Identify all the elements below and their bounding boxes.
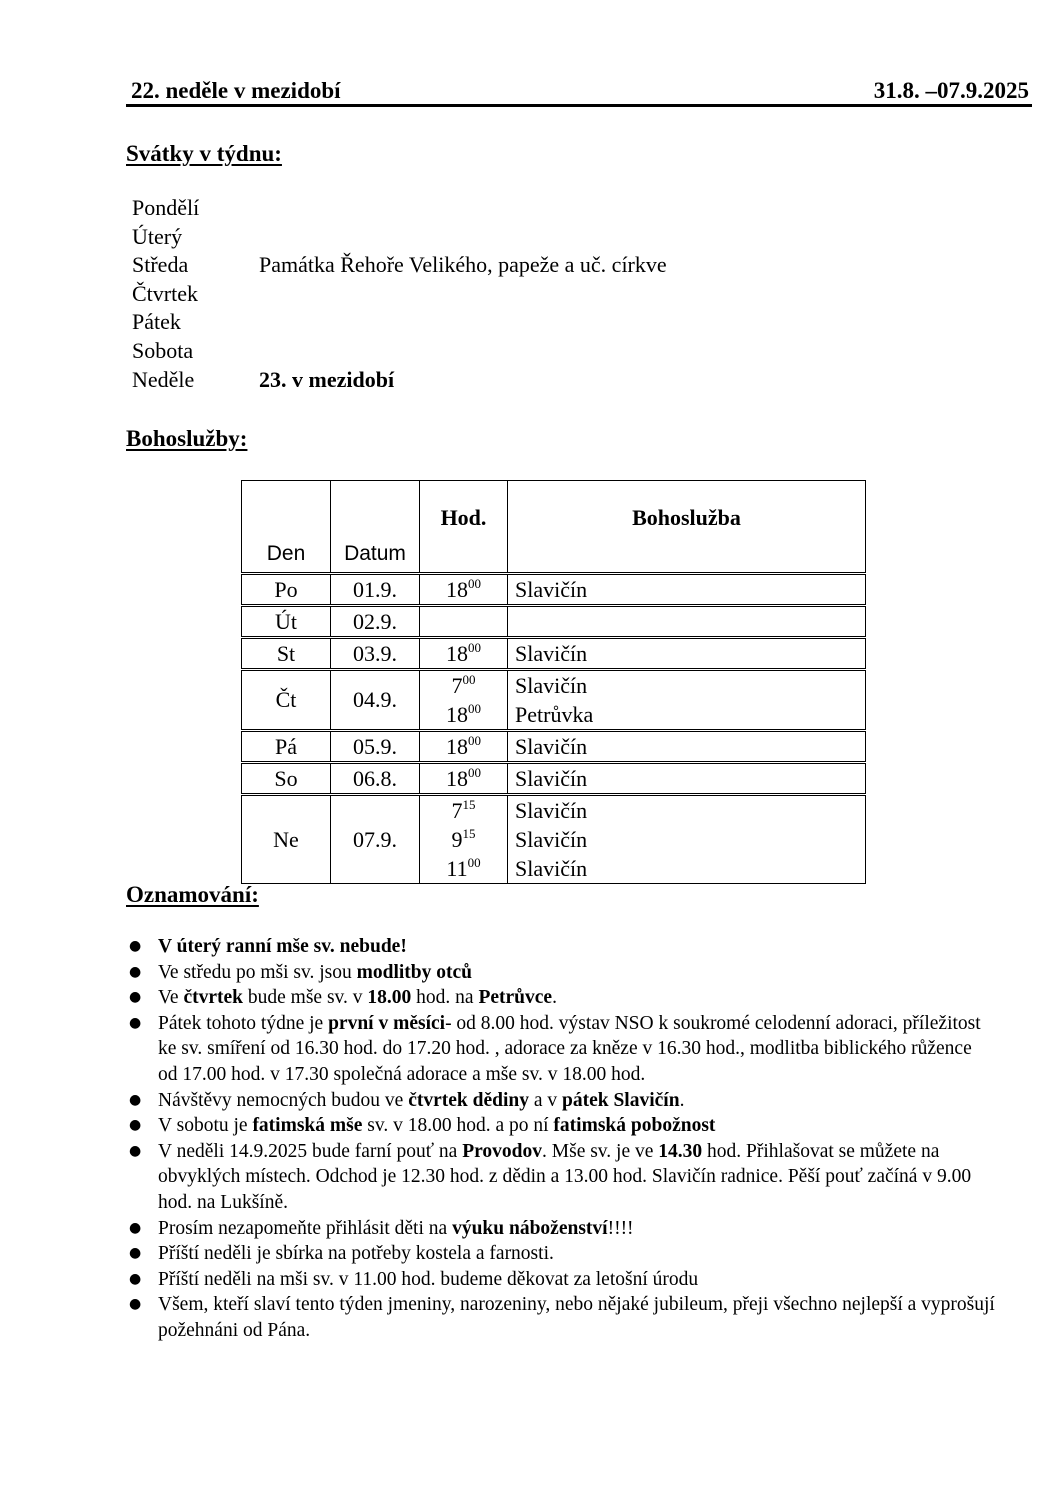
service-times (420, 731, 508, 763)
notice-text: V úterý ranní mše sv. nebude! (158, 936, 407, 957)
time-hour: 18 (446, 577, 468, 602)
feast-day: Pondělí (132, 195, 200, 220)
notice-text: Prosím nezapomeňte přihlásit děti na (158, 1217, 453, 1239)
service-place: Slavičín (515, 673, 588, 698)
notice-item (126, 1139, 996, 1216)
notice-item (126, 985, 996, 1011)
notice-text: modlitby otců (356, 961, 472, 983)
notice-text: Návštěvy nemocných budou ve (158, 1089, 409, 1111)
notice-text: . Mše sv. je ve (542, 1140, 659, 1162)
service-day: So (242, 763, 331, 795)
bullet-icon: ● (129, 1091, 142, 1108)
notice-text: 14.30 (658, 1140, 703, 1162)
service-time (420, 639, 507, 668)
notice-item (126, 1241, 996, 1267)
time-minutes: 00 (468, 576, 481, 591)
service-time (420, 700, 507, 729)
service-times (420, 574, 508, 606)
service-place: Slavičín (515, 827, 588, 852)
page-header (131, 76, 1029, 106)
service-place: Slavičín (515, 734, 588, 759)
service-places (508, 731, 866, 763)
service-place: Slavičín (515, 766, 588, 791)
bullet-icon: ● (129, 1245, 142, 1262)
feasts-list (132, 194, 667, 394)
feast-row (132, 194, 667, 223)
service-date: 07.9. (331, 795, 420, 884)
notice-text: fatimská pobožnost (553, 1115, 716, 1137)
service-date: 01.9. (331, 574, 420, 606)
feast-day: Neděle (132, 366, 195, 392)
notice-text: . (679, 1089, 685, 1111)
notice-item (126, 1088, 996, 1114)
service-times (420, 638, 508, 670)
feast-row (132, 223, 667, 252)
table-row (242, 606, 866, 638)
feast-note: 23. v mezidobí (259, 366, 395, 392)
service-date: 05.9. (331, 731, 420, 763)
feast-day: Čtvrtek (132, 280, 198, 306)
time-minutes: 00 (462, 672, 476, 687)
feast-row (132, 251, 667, 280)
table-row (242, 638, 866, 670)
bullet-icon: ● (129, 1219, 142, 1236)
service-place (515, 607, 865, 636)
notice-text: hod. na (411, 987, 479, 1009)
bullet-icon: ● (129, 989, 142, 1006)
feast-day: Sobota (132, 337, 194, 363)
time-minutes: 00 (468, 733, 481, 748)
date-range: 31.8. –07.9.2025 (873, 78, 1029, 103)
time-minutes: 15 (462, 797, 476, 812)
notice-item (126, 1216, 996, 1242)
notice-text: Ve středu po mši sv. jsou (158, 961, 357, 983)
time-hour: 18 (446, 766, 468, 791)
notice-text: čtvrtek dědiny (408, 1089, 529, 1111)
bullet-icon: ● (129, 1142, 142, 1159)
time-hour: 18 (446, 702, 468, 727)
service-place: Petrůvka (515, 702, 594, 727)
notice-item (126, 934, 996, 960)
bullet-icon: ● (129, 1296, 142, 1313)
services-section-title: Bohoslužby: (126, 426, 248, 451)
notice-item (126, 1267, 996, 1293)
table-row (242, 670, 866, 731)
service-day: Pá (242, 731, 331, 763)
table-row (242, 795, 866, 884)
notice-text: fatimská mše (252, 1115, 363, 1137)
notice-text: V neděli 14.9.2025 bude farní pouť na (158, 1140, 463, 1162)
feast-row (132, 337, 667, 366)
service-day: Út (242, 606, 331, 638)
notice-text: hod. Přihlašovat se můžete na obvyklých místech. Odchod je 12.30 hod. z dědin a 13.00 hod. Slavičín radnice. Pěší pouť začíná v 9.00 hod. na Lukšíně. (158, 1140, 972, 1213)
service-places (508, 670, 866, 731)
notices-section-title: Oznamování: (126, 882, 259, 907)
service-date: 04.9. (331, 670, 420, 731)
notice-text: výuku náboženství (452, 1217, 608, 1239)
time-hour: 18 (446, 641, 468, 666)
notice-text: Příští neděli je sbírka na potřeby kostela a farnosti. (158, 1243, 554, 1265)
service-place: Slavičín (515, 798, 588, 823)
time-hour: 7 (451, 673, 463, 698)
service-date: 06.8. (331, 763, 420, 795)
notice-item (126, 1011, 996, 1088)
feast-row (132, 366, 667, 395)
service-places (508, 763, 866, 795)
service-place: Slavičín (515, 641, 588, 666)
feast-note: Památka Řehoře Velikého, papeže a uč. církve (259, 252, 667, 278)
notice-item (126, 1292, 996, 1343)
service-places (508, 795, 866, 884)
time-hour: 11 (446, 856, 468, 881)
time-hour: 18 (446, 734, 468, 759)
service-times (420, 670, 508, 731)
service-time (420, 575, 507, 604)
bullet-icon: ● (129, 1117, 142, 1134)
notice-text: čtvrtek (183, 987, 244, 1009)
time-hour: 9 (451, 827, 463, 852)
column-header-datum: Datum (331, 481, 420, 574)
time-minutes: 00 (468, 765, 481, 780)
notices-list (126, 934, 996, 1344)
notice-text: Příští neděli na mši sv. v 11.00 hod. budeme děkovat za letošní úrodu (158, 1268, 699, 1290)
notice-text: - od 8.00 hod. výstav NSO k soukromé celodenní adoraci, příležitost ke sv. smíření od 16.30 hod. do 17.20 hod. , adorace za kněze v 16.30 hod., modlitba biblického růžence od 17.00 hod. v 17.30 společná adorace a mše sv. v 18.00 hod. (158, 1012, 981, 1085)
service-places (508, 574, 866, 606)
column-header-hod: Hod. (420, 481, 508, 574)
notice-text: Petrůvce (478, 987, 553, 1009)
notice-text: Všem, kteří slaví tento týden jmeniny, narozeniny, nebo nějaké jubileum, přeji všechno nejlepší a vyprošují požehnáni od Pána. (158, 1294, 995, 1341)
service-time (420, 854, 507, 883)
notice-text: a v (528, 1089, 562, 1111)
notice-text: V sobotu je (158, 1115, 253, 1137)
time-minutes: 00 (468, 701, 481, 716)
bullet-icon: ● (129, 963, 142, 980)
time-hour: 7 (451, 798, 463, 823)
feast-row (132, 280, 667, 309)
notice-text: !!!! (607, 1217, 634, 1239)
notice-text: bude mše sv. v (243, 987, 368, 1009)
service-places (508, 606, 866, 638)
notice-text: . (552, 987, 557, 1009)
bullet-icon: ● (129, 1014, 142, 1031)
notice-text: 18.00 (367, 987, 412, 1009)
notice-item (126, 1113, 996, 1139)
feast-day: Úterý (132, 223, 183, 249)
service-times (420, 763, 508, 795)
service-day: Ne (242, 795, 331, 884)
service-time (420, 671, 507, 700)
notice-item (126, 960, 996, 986)
column-header-bohosluzba: Bohoslužba (508, 481, 866, 574)
service-place: Slavičín (515, 577, 588, 602)
service-date: 02.9. (331, 606, 420, 638)
bullet-icon: ● (129, 938, 142, 954)
service-place: Slavičín (515, 856, 588, 881)
service-time (420, 732, 507, 761)
feast-day: Pátek (132, 309, 181, 335)
service-time (420, 607, 507, 636)
service-day: Čt (242, 670, 331, 731)
service-date: 03.9. (331, 638, 420, 670)
service-day: Po (242, 574, 331, 606)
column-header-den: Den (242, 481, 331, 574)
feast-day: Středa (132, 252, 189, 278)
notice-text: pátek Slavičín (562, 1089, 680, 1111)
service-times (420, 606, 508, 638)
services-table (241, 480, 866, 884)
service-places (508, 638, 866, 670)
header-rule (126, 104, 1032, 107)
notice-text: Ve (158, 987, 184, 1009)
notice-text: první v měsíci (328, 1012, 446, 1034)
table-row (242, 574, 866, 606)
feasts-section-title: Svátky v týdnu: (126, 141, 282, 166)
time-minutes: 15 (462, 826, 476, 841)
service-time (420, 764, 507, 793)
notice-text: sv. v 18.00 hod. a po ní (362, 1115, 554, 1137)
services-table-body (242, 574, 866, 884)
time-minutes: 00 (468, 640, 481, 655)
service-day: St (242, 638, 331, 670)
table-row (242, 731, 866, 763)
service-time (420, 796, 507, 825)
service-times (420, 795, 508, 884)
week-title: 22. neděle v mezidobí (131, 78, 341, 103)
table-row (242, 763, 866, 795)
notice-text: Pátek tohoto týdne je (158, 1012, 329, 1034)
bullet-icon: ● (129, 1270, 142, 1287)
service-time (420, 825, 507, 854)
time-minutes: 00 (467, 855, 481, 870)
table-header-row (242, 481, 866, 574)
feast-row (132, 308, 667, 337)
notice-text: Provodov (462, 1140, 543, 1162)
